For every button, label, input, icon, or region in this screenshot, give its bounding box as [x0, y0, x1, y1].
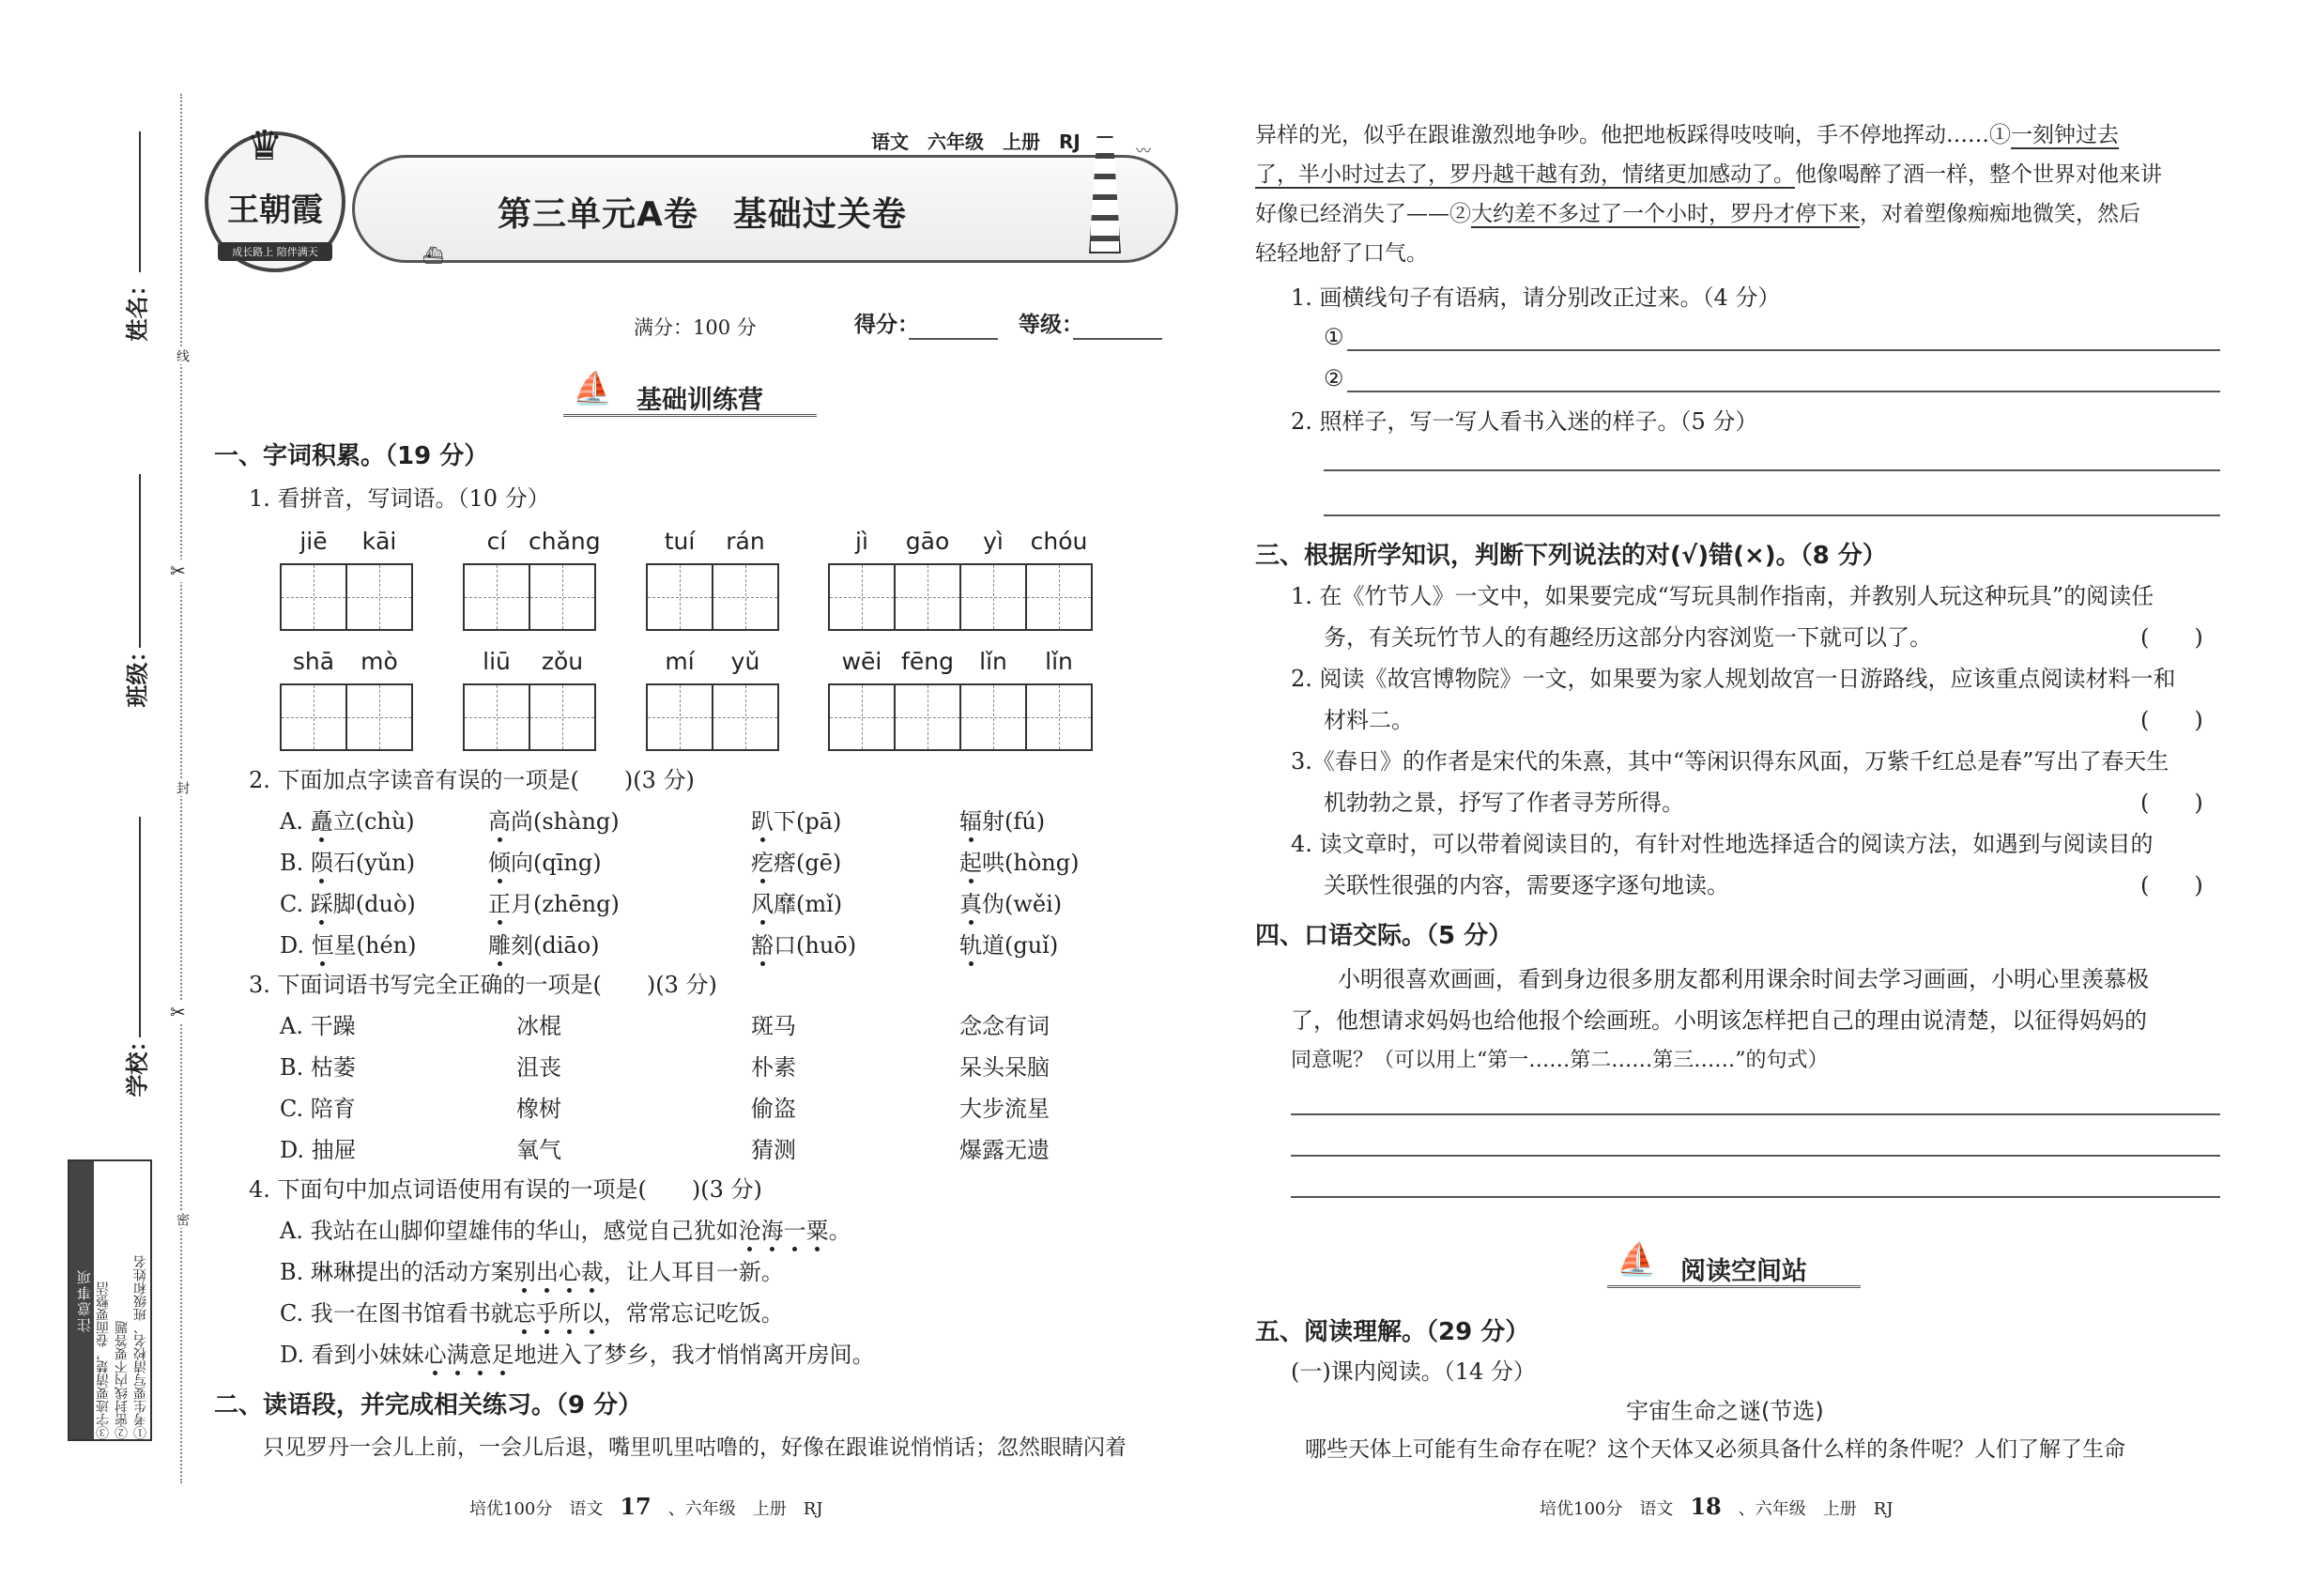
judge-item-cont: 机勃勃之景，抒写了作者寻芳所得。 — [1324, 790, 1684, 816]
option-item: 正月(zhēng) — [488, 891, 620, 917]
section-title-basic: 基础训练营 — [636, 386, 763, 415]
cut-mark-close: 密 — [175, 1213, 190, 1226]
pinyin-label: lǐn — [1045, 648, 1073, 675]
option-item: D. 看到小妹妹心满意足地进入了梦乡，我才悄悄离开房间。 — [280, 1342, 875, 1368]
footer-info: 六年级 上册 RJ — [684, 1499, 823, 1519]
footer-book: 培优100分 语文 — [469, 1499, 604, 1519]
sailboat-icon: ⛵ — [573, 370, 613, 407]
boat-icon: ⛴ — [422, 246, 444, 266]
option-item: B. 枯萎 — [280, 1054, 356, 1081]
scissor-icon: ✂ — [170, 1001, 186, 1023]
writing-cell-group[interactable] — [646, 683, 777, 751]
option-item: 猜测 — [751, 1137, 796, 1163]
school-label: 学校： — [124, 1029, 151, 1097]
option-item: 豁口(huō) — [751, 932, 857, 959]
pinyin-label: wēi — [841, 648, 882, 675]
writing-cell[interactable] — [712, 563, 779, 631]
q4-line: 同意呢？（可以用上“第一……第二……第三……”的句式） — [1291, 1049, 1829, 1072]
q2-para-line4: 好像已经消失了——②大约差不多过了一个小时，罗丹才停下来，对着塑像痴痴地微笑，然后 — [1255, 202, 2140, 226]
writing-cell-group[interactable] — [463, 563, 594, 631]
option-item: B. 琳琳提出的活动方案别出心裁，让人耳目一新。 — [280, 1259, 784, 1285]
writing-cell[interactable] — [529, 683, 596, 751]
pinyin-label: jì — [855, 528, 868, 555]
option-item: 辐射(fú) — [959, 808, 1046, 835]
option-item: 斑马 — [751, 1013, 796, 1039]
pinyin-label: lǐn — [979, 648, 1007, 675]
answer-line[interactable] — [1291, 1113, 2220, 1115]
pinyin-label: mí — [665, 648, 695, 675]
edition: RJ — [1059, 130, 1081, 153]
answer-line[interactable] — [1324, 469, 2220, 471]
answer-paren[interactable]: ( ) — [2140, 872, 2203, 898]
option-item: 起哄(hòng) — [959, 850, 1080, 876]
option-item: C. 我一在图书馆看书就忘乎所以，常常忘记吃饭。 — [280, 1300, 784, 1327]
q5-sub1: (一)课内阅读。（14 分） — [1291, 1358, 1536, 1385]
score-field[interactable] — [909, 338, 998, 340]
judge-item: 2. 阅读《故宫博物院》一文，如果要为家人规划故宫一日游路线，应该重点阅读材料一和 — [1291, 666, 2176, 692]
option-item: 朴素 — [751, 1054, 796, 1081]
option-item: 倾向(qīng) — [488, 850, 602, 876]
logo-text: 王朝霞 — [227, 192, 323, 229]
writing-cell-group[interactable] — [280, 563, 411, 631]
header-meta — [871, 127, 1081, 154]
answer-line[interactable] — [1324, 514, 2220, 516]
section-title-reading: 阅读空间站 — [1680, 1257, 1807, 1286]
q2-title: 二、读语段，并完成相关练习。（9 分） — [214, 1391, 643, 1420]
pinyin-label: tuí — [664, 528, 696, 555]
option-item: 冰棍 — [516, 1013, 561, 1039]
notice-item: ①考生要写清校名、班级和姓名 — [133, 1255, 148, 1439]
footer-right: 培优100分 语文 18 、六年级 上册 RJ — [1540, 1493, 1894, 1520]
name-field[interactable] — [139, 131, 141, 272]
option-item: A. 干躁 — [280, 1013, 356, 1039]
pinyin-label: cí — [486, 528, 507, 555]
name-label: 姓名： — [124, 273, 151, 342]
brand-logo — [205, 122, 345, 272]
writing-cell[interactable] — [1025, 563, 1093, 631]
judge-item: 4. 读文章时，可以带着阅读目的，有针对性地选择适合的阅读方法，如遇到与阅读目的 — [1291, 831, 2154, 857]
pinyin-label: zǒu — [541, 648, 584, 675]
writing-cell[interactable] — [828, 563, 896, 631]
option-item: 爆露无遗 — [959, 1137, 1050, 1163]
q1-sub3: 3. 下面词语书写完全正确的一项是( )(3 分) — [249, 972, 717, 998]
writing-cell[interactable] — [959, 563, 1027, 631]
q2-para-line2: 异样的光，似乎在跟谁激烈地争吵。他把地板踩得吱吱响，手不停地挥动……①一刻钟过去 — [1255, 123, 2119, 147]
sentence-1-underlined-cont: 了，半小时过去了，罗丹越干越有劲，情绪更加感动了。 — [1255, 162, 1795, 187]
footer-book: 培优100分 语文 — [1540, 1499, 1674, 1519]
option-item: 沮丧 — [516, 1054, 561, 1081]
answer-paren[interactable]: ( ) — [2140, 707, 2203, 733]
logo-slogan: 成长路上 陪伴满天 — [218, 242, 332, 261]
class-label: 班级： — [124, 639, 151, 708]
option-item: 呆头呆脑 — [959, 1054, 1050, 1081]
section-banner-basic — [563, 370, 817, 417]
pinyin-label: shā — [292, 648, 335, 675]
writing-cell[interactable] — [712, 683, 779, 751]
option-item: A. 矗立(chù) — [280, 808, 415, 835]
option-item: C. 陪育 — [280, 1096, 356, 1122]
option-item: 轨道(guǐ) — [959, 932, 1059, 959]
writing-cell-group[interactable] — [646, 563, 777, 631]
footer-info: 六年级 上册 RJ — [1755, 1499, 1894, 1519]
writing-cell[interactable] — [646, 563, 713, 631]
writing-cell[interactable] — [894, 563, 961, 631]
q4-title: 四、口语交际。（5 分） — [1255, 922, 1513, 950]
writing-cell[interactable] — [646, 683, 713, 751]
grade: 六年级 — [928, 130, 984, 153]
option-item: 偷盗 — [751, 1096, 796, 1122]
option-item: D. 恒星(hén) — [280, 932, 417, 959]
option-item: 大步流星 — [959, 1096, 1050, 1122]
option-item: D. 抽屉 — [280, 1137, 357, 1163]
writing-cell[interactable] — [894, 683, 961, 751]
writing-cell-group[interactable] — [828, 683, 1091, 751]
answer-line[interactable] — [1291, 1155, 2220, 1157]
footer-page-number: 18 — [1690, 1493, 1722, 1520]
scissor-icon: ✂ — [170, 560, 186, 582]
q4-line: 小明很喜欢画画，看到身边很多朋友都利用课余时间去学习画画，小明心里羡慕极 — [1338, 966, 2149, 992]
page-title: 第三单元A卷 基础过关卷 — [498, 195, 907, 234]
pinyin-label: mò — [360, 648, 398, 675]
q3-title: 三、根据所学知识，判断下列说法的对(√)错(×)。（8 分） — [1255, 542, 1887, 570]
writing-cell[interactable] — [828, 683, 896, 751]
q5-title: 五、阅读理解。（29 分） — [1255, 1318, 1530, 1346]
pinyin-label: gāo — [905, 528, 950, 555]
pinyin-label: fēng — [901, 648, 954, 675]
pinyin-label: kāi — [361, 528, 397, 555]
class-field[interactable] — [139, 474, 141, 648]
q1-sub2: 2. 下面加点字读音有误的一项是( )(3 分) — [249, 767, 695, 793]
answer-paren[interactable]: ( ) — [2140, 624, 2203, 651]
pinyin-label: liū — [483, 648, 511, 675]
writing-cell-group[interactable] — [463, 683, 594, 751]
q1-sub4: 4. 下面句中加点词语使用有误的一项是( )(3 分) — [249, 1176, 762, 1203]
option-item: B. 陨石(yǔn) — [280, 850, 416, 876]
article-title: 宇宙生命之谜(节选) — [1626, 1398, 1824, 1424]
lighthouse-icon — [1089, 136, 1121, 253]
writing-cell[interactable] — [345, 563, 413, 631]
option-item: 橡树 — [516, 1096, 561, 1122]
writing-cell[interactable] — [529, 563, 596, 631]
answer-line[interactable] — [1347, 391, 2220, 392]
writing-cell[interactable] — [280, 563, 347, 631]
judge-item: 1. 在《竹节人》一文中，如果要完成“写玩具制作指南，并教别人玩这种玩具”的阅读任 — [1291, 583, 2154, 609]
option-item: C. 踩脚(duò) — [280, 891, 416, 917]
level-label: 等级： — [1019, 313, 1083, 337]
answer-line[interactable] — [1291, 1196, 2220, 1198]
pinyin-label: yì — [983, 528, 1004, 555]
pinyin-label: chóu — [1030, 528, 1088, 555]
q4-line: 了，他想请求妈妈也给他报个绘画班。小明该怎样把自己的理由说清楚，以征得妈妈的 — [1291, 1007, 2147, 1034]
q2-para-line1: 只见罗丹一会儿上前，一会儿后退，嘴里叽里咕噜的，好像在跟谁说悄悄话；忽然眼睛闪着 — [263, 1435, 1127, 1460]
writing-cell[interactable] — [463, 563, 530, 631]
notice-box — [68, 1159, 152, 1441]
article-line: 哪些天体上可能有生命存在呢？这个天体又必须具备什么样的条件呢？人们了解了生命 — [1305, 1437, 2125, 1462]
score-label: 得分： — [854, 313, 919, 337]
bird-icon: 〰 — [1136, 142, 1152, 160]
judge-item-cont: 关联性很强的内容，需要逐字逐句地读。 — [1324, 872, 1729, 898]
full-score: 满分：100 分 — [634, 316, 757, 339]
answer-line[interactable] — [1347, 349, 2220, 351]
volume: 上册 — [1003, 130, 1040, 153]
option-item: 高尚(shàng) — [488, 808, 620, 835]
sailboat-icon: ⛵ — [1617, 1241, 1657, 1279]
writing-cell-group[interactable] — [828, 563, 1091, 631]
section-banner-reading — [1607, 1241, 1861, 1288]
writing-cell[interactable] — [280, 683, 347, 751]
writing-cell[interactable] — [345, 683, 413, 751]
level-field[interactable] — [1073, 338, 1162, 340]
judge-item-cont: 务，有关玩竹节人的有趣经历这部分内容浏览一下就可以了。 — [1324, 624, 1932, 651]
cut-mark-line: 线 — [175, 349, 190, 362]
q2-para-line3: 了，半小时过去了，罗丹越干越有劲，情绪更加感动了。他像喝醉了酒一样，整个世界对他来讲 — [1255, 162, 2162, 187]
cut-mark-seal: 封 — [175, 781, 190, 794]
q2-mark-1: ① — [1324, 324, 1344, 350]
subject: 语文 — [871, 130, 909, 153]
option-item: 风靡(mǐ) — [751, 891, 843, 917]
pinyin-label: rán — [726, 528, 765, 555]
judge-item: 3.《春日》的作者是宋代的朱熹，其中“等闲识得东风面，万紫千红总是春”写出了春天生 — [1291, 748, 2170, 775]
sentence-1-underlined: 一刻钟过去 — [2011, 123, 2119, 147]
option-item: 雕刻(diāo) — [488, 932, 600, 959]
option-item: 真伪(wěi) — [959, 891, 1063, 917]
footer-page-number: 17 — [620, 1493, 652, 1520]
sentence-2-underlined: 大约差不多过了一个小时，罗丹才停下来 — [1471, 202, 1860, 226]
q1-title: 一、字词积累。（19 分） — [214, 442, 489, 470]
option-item: 疙瘩(gē) — [751, 850, 842, 876]
answer-paren[interactable]: ( ) — [2140, 790, 2203, 816]
pinyin-label: yǔ — [730, 648, 760, 675]
q2-sub2: 2. 照样子，写一写人看书入迷的样子。（5 分） — [1291, 408, 1758, 435]
q2-para-line5: 轻轻地舒了口气。 — [1255, 241, 1428, 266]
writing-cell[interactable] — [1025, 683, 1093, 751]
q1-sub1: 1. 看拼音，写词语。（10 分） — [249, 485, 550, 512]
notice-title: 注意事项 — [69, 1161, 94, 1439]
q2-mark-2: ② — [1324, 365, 1344, 391]
option-item: 氧气 — [516, 1137, 561, 1163]
pinyin-label: jiē — [299, 528, 328, 555]
pinyin-label: chǎng — [529, 528, 601, 555]
crown-icon: ♛ — [246, 122, 284, 170]
writing-cell[interactable] — [463, 683, 530, 751]
writing-cell-group[interactable] — [280, 683, 411, 751]
notice-item: ③字迹要清楚，卷面要整洁 — [96, 1281, 111, 1439]
writing-cell[interactable] — [959, 683, 1027, 751]
option-item: A. 我站在山脚仰望雄伟的华山，感觉自己犹如沧海一粟。 — [280, 1218, 851, 1244]
option-item: 趴下(pā) — [751, 808, 842, 835]
footer-left: 培优100分 语文 17 、六年级 上册 RJ — [469, 1493, 823, 1520]
school-field[interactable] — [139, 817, 141, 1037]
judge-item-cont: 材料二。 — [1324, 707, 1414, 733]
q2-sub1: 1. 画横线句子有语病，请分别改正过来。（4 分） — [1291, 284, 1781, 311]
option-item: 念念有词 — [959, 1013, 1050, 1039]
notice-item: ②密封线内不要答题 — [115, 1321, 130, 1439]
